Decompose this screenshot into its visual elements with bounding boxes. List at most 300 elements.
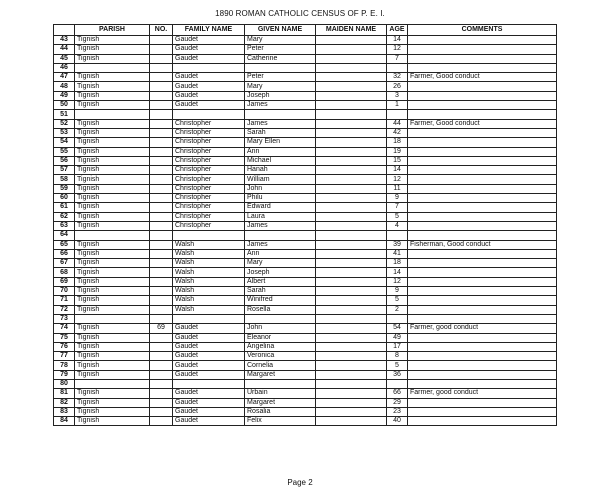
household-number-cell — [150, 63, 173, 72]
row-number-cell: 58 — [54, 175, 75, 184]
parish-cell: Tignish — [75, 82, 150, 91]
household-number-cell — [150, 128, 173, 137]
household-number-cell — [150, 287, 173, 296]
family-name-cell: Gaudet — [173, 101, 245, 110]
household-number-cell: 69 — [150, 324, 173, 333]
parish-cell: Tignish — [75, 91, 150, 100]
given-name-cell: Albert — [245, 277, 316, 286]
comments-cell — [408, 91, 557, 100]
parish-cell: Tignish — [75, 36, 150, 45]
household-number-cell — [150, 175, 173, 184]
family-name-cell: Walsh — [173, 240, 245, 249]
given-name-cell: Joseph — [245, 268, 316, 277]
household-number-cell — [150, 147, 173, 156]
comments-cell — [408, 101, 557, 110]
family-name-cell: Gaudet — [173, 324, 245, 333]
table-row — [54, 101, 557, 110]
age-cell: 12 — [387, 175, 408, 184]
age-cell: 7 — [387, 54, 408, 63]
comments-cell: Farmer, good conduct — [408, 389, 557, 398]
given-name-cell: Edward — [245, 203, 316, 212]
household-number-cell — [150, 119, 173, 128]
parish-cell: Tignish — [75, 184, 150, 193]
parish-cell: Tignish — [75, 268, 150, 277]
given-name-cell: Ann — [245, 249, 316, 258]
header-rownum — [54, 25, 75, 36]
table-row — [54, 407, 557, 416]
table-row — [54, 370, 557, 379]
age-cell — [387, 379, 408, 388]
header-family-name: FAMILY NAME — [173, 25, 245, 36]
maiden-name-cell — [316, 54, 387, 63]
age-cell: 12 — [387, 45, 408, 54]
maiden-name-cell — [316, 91, 387, 100]
comments-cell — [408, 156, 557, 165]
family-name-cell: Gaudet — [173, 36, 245, 45]
census-table-body — [54, 36, 557, 426]
comments-cell — [408, 147, 557, 156]
household-number-cell — [150, 184, 173, 193]
family-name-cell — [173, 231, 245, 240]
age-cell: 18 — [387, 259, 408, 268]
row-number-cell: 78 — [54, 361, 75, 370]
age-cell: 14 — [387, 36, 408, 45]
maiden-name-cell — [316, 287, 387, 296]
table-row — [54, 138, 557, 147]
maiden-name-cell — [316, 101, 387, 110]
parish-cell: Tignish — [75, 119, 150, 128]
household-number-cell — [150, 91, 173, 100]
comments-cell — [408, 361, 557, 370]
given-name-cell: Ann — [245, 147, 316, 156]
household-number-cell — [150, 407, 173, 416]
parish-cell: Tignish — [75, 389, 150, 398]
comments-cell — [408, 305, 557, 314]
parish-cell — [75, 63, 150, 72]
household-number-cell — [150, 138, 173, 147]
comments-cell: Farmer, Good conduct — [408, 119, 557, 128]
household-number-cell — [150, 268, 173, 277]
age-cell: 44 — [387, 119, 408, 128]
parish-cell: Tignish — [75, 212, 150, 221]
comments-cell: Farmer, good conduct — [408, 324, 557, 333]
parish-cell: Tignish — [75, 101, 150, 110]
maiden-name-cell — [316, 268, 387, 277]
household-number-cell — [150, 352, 173, 361]
page-title: 1890 ROMAN CATHOLIC CENSUS OF P. E. I. — [215, 9, 385, 18]
row-number-cell: 43 — [54, 36, 75, 45]
comments-cell — [408, 417, 557, 426]
family-name-cell: Gaudet — [173, 407, 245, 416]
row-number-cell: 53 — [54, 128, 75, 137]
household-number-cell — [150, 370, 173, 379]
row-number-cell: 50 — [54, 101, 75, 110]
parish-cell: Tignish — [75, 194, 150, 203]
comments-cell — [408, 194, 557, 203]
table-row — [54, 231, 557, 240]
age-cell: 12 — [387, 277, 408, 286]
family-name-cell: Gaudet — [173, 333, 245, 342]
comments-cell — [408, 184, 557, 193]
row-number-cell: 74 — [54, 324, 75, 333]
given-name-cell — [245, 63, 316, 72]
given-name-cell: Rosalia — [245, 407, 316, 416]
table-row — [54, 379, 557, 388]
comments-cell — [408, 203, 557, 212]
parish-cell: Tignish — [75, 296, 150, 305]
given-name-cell: James — [245, 240, 316, 249]
age-cell: 66 — [387, 389, 408, 398]
family-name-cell: Walsh — [173, 268, 245, 277]
maiden-name-cell — [316, 296, 387, 305]
table-row — [54, 63, 557, 72]
parish-cell: Tignish — [75, 407, 150, 416]
parish-cell: Tignish — [75, 138, 150, 147]
given-name-cell: James — [245, 119, 316, 128]
parish-cell: Tignish — [75, 287, 150, 296]
maiden-name-cell — [316, 110, 387, 119]
family-name-cell — [173, 63, 245, 72]
table-row — [54, 91, 557, 100]
comments-cell — [408, 379, 557, 388]
household-number-cell — [150, 82, 173, 91]
family-name-cell: Christopher — [173, 128, 245, 137]
row-number-cell: 65 — [54, 240, 75, 249]
comments-cell — [408, 138, 557, 147]
row-number-cell: 46 — [54, 63, 75, 72]
family-name-cell: Christopher — [173, 175, 245, 184]
row-number-cell: 47 — [54, 73, 75, 82]
row-number-cell: 70 — [54, 287, 75, 296]
age-cell — [387, 110, 408, 119]
maiden-name-cell — [316, 194, 387, 203]
given-name-cell — [245, 379, 316, 388]
maiden-name-cell — [316, 342, 387, 351]
row-number-cell: 69 — [54, 277, 75, 286]
maiden-name-cell — [316, 175, 387, 184]
given-name-cell: Joseph — [245, 91, 316, 100]
household-number-cell — [150, 305, 173, 314]
age-cell: 18 — [387, 138, 408, 147]
given-name-cell: Felix — [245, 417, 316, 426]
given-name-cell: Mary Ellen — [245, 138, 316, 147]
given-name-cell: Cornelia — [245, 361, 316, 370]
comments-cell — [408, 212, 557, 221]
comments-cell — [408, 63, 557, 72]
comments-cell — [408, 407, 557, 416]
table-row — [54, 398, 557, 407]
age-cell — [387, 231, 408, 240]
header-age: AGE — [387, 25, 408, 36]
parish-cell: Tignish — [75, 147, 150, 156]
household-number-cell — [150, 417, 173, 426]
given-name-cell: Urbain — [245, 389, 316, 398]
table-row — [54, 259, 557, 268]
row-number-cell: 73 — [54, 314, 75, 323]
family-name-cell: Walsh — [173, 305, 245, 314]
household-number-cell — [150, 166, 173, 175]
table-row — [54, 175, 557, 184]
maiden-name-cell — [316, 166, 387, 175]
comments-cell — [408, 333, 557, 342]
parish-cell: Tignish — [75, 342, 150, 351]
household-number-cell — [150, 212, 173, 221]
given-name-cell: Philu — [245, 194, 316, 203]
maiden-name-cell — [316, 240, 387, 249]
parish-cell: Tignish — [75, 240, 150, 249]
table-row — [54, 333, 557, 342]
table-row — [54, 119, 557, 128]
table-row — [54, 324, 557, 333]
row-number-cell: 77 — [54, 352, 75, 361]
family-name-cell: Christopher — [173, 138, 245, 147]
age-cell: 4 — [387, 221, 408, 230]
maiden-name-cell — [316, 389, 387, 398]
household-number-cell — [150, 379, 173, 388]
table-row — [54, 110, 557, 119]
table-row — [54, 73, 557, 82]
age-cell: 9 — [387, 194, 408, 203]
age-cell: 19 — [387, 147, 408, 156]
table-row — [54, 36, 557, 45]
row-number-cell: 57 — [54, 166, 75, 175]
table-row — [54, 314, 557, 323]
header-maiden-name: MAIDEN NAME — [316, 25, 387, 36]
household-number-cell — [150, 110, 173, 119]
row-number-cell: 79 — [54, 370, 75, 379]
household-number-cell — [150, 389, 173, 398]
parish-cell: Tignish — [75, 398, 150, 407]
maiden-name-cell — [316, 82, 387, 91]
family-name-cell: Christopher — [173, 119, 245, 128]
family-name-cell: Walsh — [173, 287, 245, 296]
maiden-name-cell — [316, 156, 387, 165]
age-cell: 42 — [387, 128, 408, 137]
given-name-cell: Winifred — [245, 296, 316, 305]
maiden-name-cell — [316, 379, 387, 388]
table-row — [54, 417, 557, 426]
family-name-cell: Gaudet — [173, 342, 245, 351]
parish-cell: Tignish — [75, 417, 150, 426]
row-number-cell: 51 — [54, 110, 75, 119]
maiden-name-cell — [316, 147, 387, 156]
parish-cell: Tignish — [75, 370, 150, 379]
header-row — [54, 25, 557, 36]
maiden-name-cell — [316, 407, 387, 416]
comments-cell — [408, 314, 557, 323]
comments-cell — [408, 352, 557, 361]
family-name-cell: Walsh — [173, 277, 245, 286]
comments-cell — [408, 166, 557, 175]
age-cell: 14 — [387, 166, 408, 175]
row-number-cell: 68 — [54, 268, 75, 277]
header-given-name: GIVEN NAME — [245, 25, 316, 36]
row-number-cell: 66 — [54, 249, 75, 258]
family-name-cell: Gaudet — [173, 352, 245, 361]
household-number-cell — [150, 277, 173, 286]
table-row — [54, 156, 557, 165]
maiden-name-cell — [316, 212, 387, 221]
row-number-cell: 61 — [54, 203, 75, 212]
parish-cell: Tignish — [75, 361, 150, 370]
comments-cell — [408, 36, 557, 45]
maiden-name-cell — [316, 352, 387, 361]
comments-cell — [408, 342, 557, 351]
family-name-cell: Walsh — [173, 249, 245, 258]
age-cell: 29 — [387, 398, 408, 407]
header-comments: COMMENTS — [408, 25, 557, 36]
maiden-name-cell — [316, 259, 387, 268]
age-cell: 26 — [387, 82, 408, 91]
parish-cell: Tignish — [75, 324, 150, 333]
given-name-cell: William — [245, 175, 316, 184]
maiden-name-cell — [316, 221, 387, 230]
maiden-name-cell — [316, 73, 387, 82]
row-number-cell: 83 — [54, 407, 75, 416]
row-number-cell: 44 — [54, 45, 75, 54]
age-cell: 14 — [387, 268, 408, 277]
maiden-name-cell — [316, 277, 387, 286]
given-name-cell: Hanah — [245, 166, 316, 175]
comments-cell — [408, 259, 557, 268]
row-number-cell: 59 — [54, 184, 75, 193]
parish-cell: Tignish — [75, 277, 150, 286]
family-name-cell — [173, 110, 245, 119]
maiden-name-cell — [316, 138, 387, 147]
row-number-cell: 48 — [54, 82, 75, 91]
table-row — [54, 361, 557, 370]
household-number-cell — [150, 342, 173, 351]
parish-cell: Tignish — [75, 156, 150, 165]
table-row — [54, 287, 557, 296]
family-name-cell: Christopher — [173, 221, 245, 230]
family-name-cell: Gaudet — [173, 91, 245, 100]
parish-cell: Tignish — [75, 203, 150, 212]
age-cell: 11 — [387, 184, 408, 193]
household-number-cell — [150, 296, 173, 305]
parish-cell: Tignish — [75, 166, 150, 175]
comments-cell: Farmer, Good conduct — [408, 73, 557, 82]
given-name-cell: Catherine — [245, 54, 316, 63]
household-number-cell — [150, 259, 173, 268]
family-name-cell: Gaudet — [173, 54, 245, 63]
given-name-cell — [245, 110, 316, 119]
comments-cell — [408, 110, 557, 119]
comments-cell — [408, 128, 557, 137]
row-number-cell: 60 — [54, 194, 75, 203]
household-number-cell — [150, 36, 173, 45]
given-name-cell: Mary — [245, 36, 316, 45]
maiden-name-cell — [316, 231, 387, 240]
parish-cell — [75, 110, 150, 119]
family-name-cell: Christopher — [173, 194, 245, 203]
maiden-name-cell — [316, 45, 387, 54]
parish-cell: Tignish — [75, 259, 150, 268]
table-row — [54, 54, 557, 63]
family-name-cell: Christopher — [173, 166, 245, 175]
age-cell: 2 — [387, 305, 408, 314]
parish-cell: Tignish — [75, 221, 150, 230]
table-row — [54, 389, 557, 398]
maiden-name-cell — [316, 370, 387, 379]
given-name-cell: Mary — [245, 259, 316, 268]
maiden-name-cell — [316, 36, 387, 45]
maiden-name-cell — [316, 203, 387, 212]
given-name-cell: Margaret — [245, 370, 316, 379]
family-name-cell: Gaudet — [173, 398, 245, 407]
maiden-name-cell — [316, 119, 387, 128]
household-number-cell — [150, 231, 173, 240]
header-parish: PARISH — [75, 25, 150, 36]
maiden-name-cell — [316, 314, 387, 323]
comments-cell — [408, 277, 557, 286]
given-name-cell: John — [245, 324, 316, 333]
family-name-cell: Christopher — [173, 156, 245, 165]
given-name-cell: Margaret — [245, 398, 316, 407]
table-row — [54, 45, 557, 54]
family-name-cell: Gaudet — [173, 389, 245, 398]
age-cell: 23 — [387, 407, 408, 416]
age-cell — [387, 63, 408, 72]
comments-cell — [408, 370, 557, 379]
table-row — [54, 82, 557, 91]
maiden-name-cell — [316, 249, 387, 258]
parish-cell: Tignish — [75, 352, 150, 361]
row-number-cell: 56 — [54, 156, 75, 165]
household-number-cell — [150, 194, 173, 203]
age-cell: 36 — [387, 370, 408, 379]
family-name-cell: Christopher — [173, 203, 245, 212]
comments-cell — [408, 249, 557, 258]
age-cell: 41 — [387, 249, 408, 258]
table-row — [54, 268, 557, 277]
table-row — [54, 166, 557, 175]
given-name-cell: Peter — [245, 45, 316, 54]
age-cell: 49 — [387, 333, 408, 342]
household-number-cell — [150, 333, 173, 342]
age-cell: 3 — [387, 91, 408, 100]
comments-cell — [408, 398, 557, 407]
family-name-cell: Christopher — [173, 212, 245, 221]
family-name-cell: Christopher — [173, 184, 245, 193]
table-row — [54, 221, 557, 230]
comments-cell: Fisherman, Good conduct — [408, 240, 557, 249]
row-number-cell: 54 — [54, 138, 75, 147]
parish-cell: Tignish — [75, 249, 150, 258]
age-cell: 5 — [387, 212, 408, 221]
table-row — [54, 194, 557, 203]
given-name-cell: Laura — [245, 212, 316, 221]
family-name-cell: Walsh — [173, 259, 245, 268]
family-name-cell — [173, 314, 245, 323]
given-name-cell: John — [245, 184, 316, 193]
row-number-cell: 72 — [54, 305, 75, 314]
maiden-name-cell — [316, 305, 387, 314]
table-row — [54, 342, 557, 351]
row-number-cell: 49 — [54, 91, 75, 100]
header-number: NO. — [150, 25, 173, 36]
given-name-cell: Peter — [245, 73, 316, 82]
age-cell: 8 — [387, 352, 408, 361]
row-number-cell: 45 — [54, 54, 75, 63]
given-name-cell: Eleanor — [245, 333, 316, 342]
maiden-name-cell — [316, 333, 387, 342]
age-cell: 32 — [387, 73, 408, 82]
row-number-cell: 62 — [54, 212, 75, 221]
age-cell: 5 — [387, 296, 408, 305]
given-name-cell — [245, 231, 316, 240]
parish-cell — [75, 379, 150, 388]
